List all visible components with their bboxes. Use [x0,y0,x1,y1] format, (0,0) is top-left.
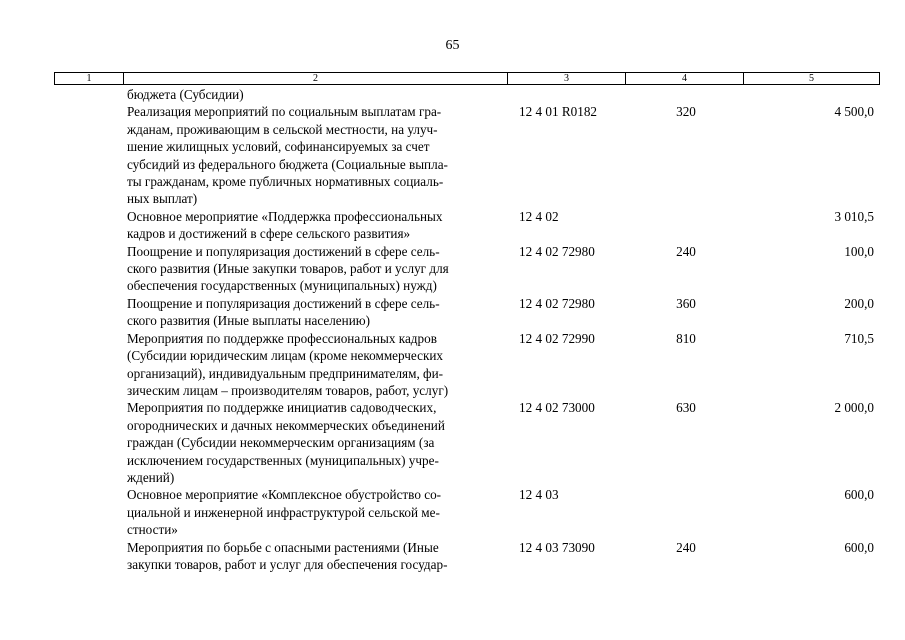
header-col-4: 4 [626,73,744,84]
table-body [54,86,880,573]
row-type: 360 [676,295,696,311]
row-type: 630 [676,400,696,416]
row-description: Мероприятия по поддержке инициатив садоводческих, огороднических и дачных некоммерческих объединений граждан (Субсидии некоммерческим организациям (за исключением государственных (муниципальных) учре- ждений) [127,400,445,485]
row-type: 240 [676,243,696,259]
row-description: Основное мероприятие «Комплексное обустройство со- циальной и инженерной инфраструктурой сельской ме- стности» [127,487,442,538]
row-code: 12 4 02 72980 [519,243,595,259]
table-row [54,208,880,243]
row-amount: 3 010,5 [834,208,874,224]
row-description: Основное мероприятие «Поддержка профессиональных кадров и достижений в сфере сельского развития» [127,208,443,242]
row-type: 320 [676,104,696,120]
row-description: Реализация мероприятий по социальным выплатам гра- жданам, проживающим в сельской местности, на улуч- шение жилищных условий, софинансируемых за счет субсидий из федерального бюджета (Социальные выпла- ты гражданам, кроме публичных нормативных социаль- ных выплат) [127,104,448,207]
row-amount: 200,0 [844,295,874,311]
row-type: 810 [676,330,696,346]
row-type: 240 [676,539,696,555]
row-amount: 600,0 [844,539,874,555]
header-col-5: 5 [809,73,814,84]
table-header [54,72,880,85]
row-code: 12 4 02 72990 [519,330,595,346]
row-code: 12 4 01 R0182 [519,104,598,120]
row-amount: 710,5 [844,330,874,346]
table-row [54,103,880,207]
table-row [54,295,880,330]
row-description: Мероприятия по поддержке профессиональных кадров (Субсидии юридическим лицам (кроме некоммерческих организаций), индивидуальным предпринимателям, фи- зическим лицам – производителям товаров, работ, услуг) [127,330,449,398]
row-amount: 2 000,0 [834,400,874,416]
row-description: бюджета (Субсидии) [127,87,244,102]
row-amount: 4 500,0 [834,104,874,120]
row-amount: 600,0 [844,487,874,503]
row-description: Поощрение и популяризация достижений в сфере сель- ского развития (Иные выплаты населению) [127,295,440,329]
row-description: Мероприятия по борьбе с опасными растениями (Иные закупки товаров, работ и услуг для обеспечения государ- [127,539,448,572]
row-code: 12 4 02 [519,208,559,224]
row-code: 12 4 03 73090 [519,539,595,555]
table-row [54,86,880,103]
table-row [54,399,880,486]
row-amount: 100,0 [844,243,874,259]
header-col-3: 3 [508,73,626,84]
page-number: 65 [445,38,460,53]
table-row [54,330,880,400]
header-col-2: 2 [124,73,508,84]
table-row [54,486,880,538]
row-code: 12 4 02 73000 [519,400,595,416]
row-code: 12 4 02 72980 [519,295,595,311]
row-description: Поощрение и популяризация достижений в сфере сель- ского развития (Иные закупки товаров, работ и услуг для обеспечения государственных (муниципальных) нужд) [127,243,449,294]
table-row [54,243,880,295]
header-col-1: 1 [55,73,124,84]
row-code: 12 4 03 [519,487,559,503]
table-row [54,539,880,574]
